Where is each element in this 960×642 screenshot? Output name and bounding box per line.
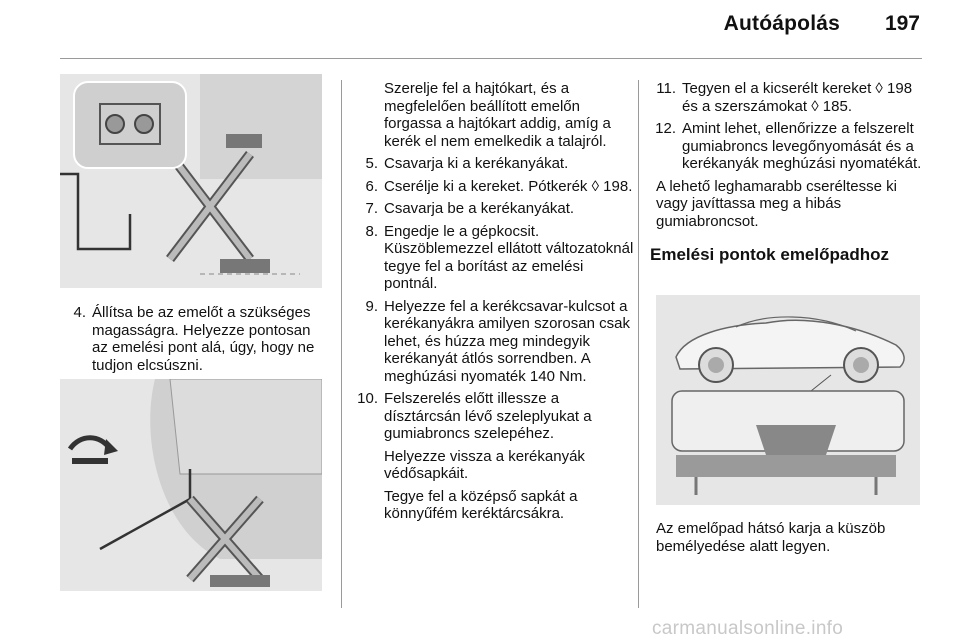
chapter-title: Autóápolás — [723, 12, 840, 35]
column-2-text — [352, 80, 634, 528]
list-item — [60, 304, 330, 374]
list-item — [352, 200, 634, 218]
list-text: Tegyen el a kicserélt kereket ◊ 198 és a szerszámokat ◊ 185. — [682, 80, 913, 115]
list-number: 8. — [365, 222, 378, 240]
list-item — [650, 120, 925, 173]
note-paragraph: A lehető leghamarabb cseréltesse ki vagy javíttassa meg a hibás gumiabroncsot. — [656, 177, 897, 230]
watermark-text: carmanualsonline.info — [652, 618, 844, 639]
page-number: 197 — [884, 12, 920, 35]
list-item — [352, 155, 634, 173]
column-1-text — [60, 304, 330, 379]
section-heading: Emelési pontok emelőpadhoz — [650, 245, 889, 264]
column-3-text — [650, 80, 925, 264]
list-number: 10. — [357, 390, 378, 407]
list-item — [352, 223, 634, 293]
list-item — [352, 390, 634, 443]
list-text: Cserélje ki a kereket. Pótkerék ◊ 198. — [384, 177, 633, 195]
header-rule — [60, 58, 922, 59]
figure-caption: Az emelőpad hátsó karja a küszöb bemélyedése alatt legyen. — [656, 520, 886, 555]
sub-paragraph: Tegye fel a középső sapkát a könnyűfém keréktárcsákra. — [384, 487, 578, 522]
list-number: 5. — [365, 155, 378, 172]
intro-paragraph: Szerelje fel a hajtókart, és a megfelelően beállított emelőn forgassa a hajtókart addig, amíg a kerék el nem emelkedik a talajról. — [384, 80, 611, 150]
list-number: 7. — [365, 200, 378, 217]
list-text: Engedje le a gépkocsit. Küszöblemezzel ellátott változatoknál tegye fel a borítást az emelési pontnál. — [384, 222, 634, 292]
list-number: 6. — [365, 177, 378, 195]
list-text: Felszerelés előtt illessze a dísztárcsán lévő szeleplyukat a gumiabroncs szelepéhez. — [384, 390, 592, 442]
list-number: 9. — [365, 297, 378, 315]
list-text: Amint lehet, ellenőrizze a felszerelt gumiabroncs levegőnyomását és a kerékanyák meghúzási nyomatékát. — [682, 120, 922, 172]
column-divider-2 — [638, 80, 639, 608]
list-item — [650, 80, 925, 115]
column-divider-1 — [341, 80, 342, 608]
jack-positioning-illustration — [60, 379, 322, 591]
column-3-caption — [656, 520, 926, 560]
sub-paragraph: Helyezze vissza a kerékanyák védősapkáit. — [384, 447, 585, 482]
list-number: 4. — [73, 304, 86, 321]
list-item — [352, 298, 634, 386]
list-text: Csavarja ki a kerékanyákat. — [384, 155, 569, 172]
list-number: 11. — [656, 80, 676, 97]
list-text: Helyezze fel a kerékcsavar-kulcsot a kerékanyákra amilyen szorosan csak lehet, és húzza meg mindegyik kerékanyát átlós sorrendben. A meghúzási nyomaték 140 Nm. — [384, 297, 630, 385]
list-number: 12. — [655, 120, 676, 137]
list-text: Csavarja be a kerékanyákat. — [384, 200, 575, 217]
lift-points-illustration — [656, 295, 920, 505]
list-item — [352, 178, 634, 196]
jack-crank-illustration — [60, 74, 322, 288]
list-text: Állítsa be az emelőt a szükséges magasságra. Helyezze pontosan az emelési pont alá, úgy, hogy ne tudjon elcsúszni. — [92, 304, 315, 374]
